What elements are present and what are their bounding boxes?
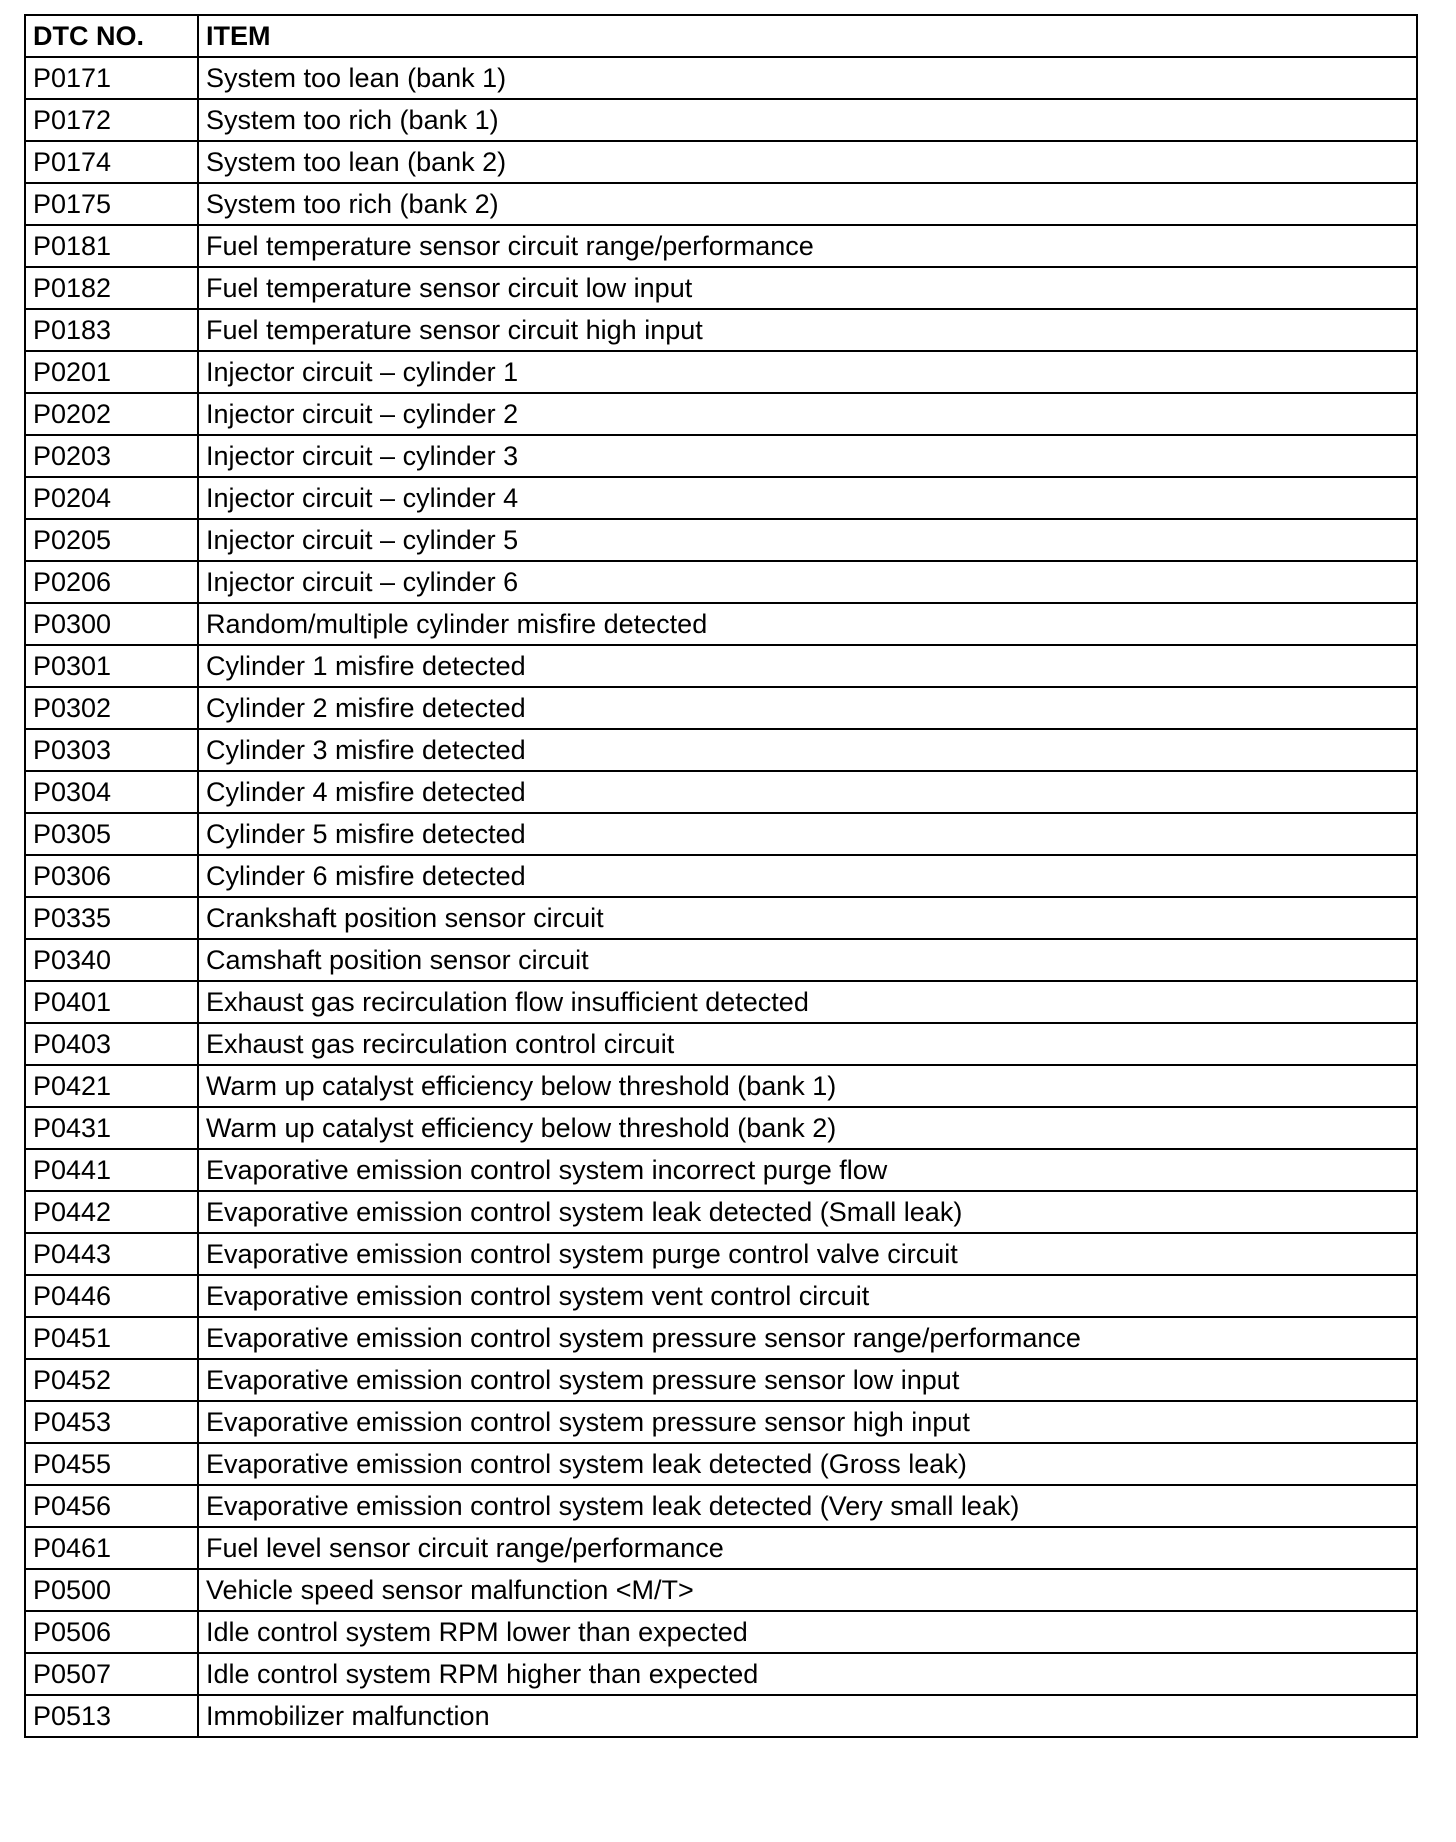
table-row — [25, 1485, 1417, 1527]
table-row — [25, 351, 1417, 393]
dtc-code-cell: P0181 — [25, 225, 198, 267]
table-row — [25, 897, 1417, 939]
dtc-code-cell: P0304 — [25, 771, 198, 813]
dtc-code-cell: P0303 — [25, 729, 198, 771]
dtc-item-cell: Exhaust gas recirculation flow insufficient detected — [198, 981, 1417, 1023]
table-row — [25, 99, 1417, 141]
table-row — [25, 603, 1417, 645]
dtc-code-cell: P0456 — [25, 1485, 198, 1527]
table-row — [25, 1653, 1417, 1695]
dtc-item-cell: Evaporative emission control system leak detected (Very small leak) — [198, 1485, 1417, 1527]
table-row — [25, 1023, 1417, 1065]
dtc-item-cell: Injector circuit – cylinder 6 — [198, 561, 1417, 603]
dtc-code-cell: P0201 — [25, 351, 198, 393]
table-row — [25, 939, 1417, 981]
table-row — [25, 1233, 1417, 1275]
dtc-item-cell: Injector circuit – cylinder 2 — [198, 393, 1417, 435]
dtc-item-cell: Evaporative emission control system pressure sensor high input — [198, 1401, 1417, 1443]
dtc-item-cell: Evaporative emission control system purge control valve circuit — [198, 1233, 1417, 1275]
dtc-item-cell: System too rich (bank 1) — [198, 99, 1417, 141]
dtc-item-cell: Injector circuit – cylinder 1 — [198, 351, 1417, 393]
header-item: ITEM — [198, 15, 1417, 57]
dtc-item-cell: Cylinder 3 misfire detected — [198, 729, 1417, 771]
table-row — [25, 309, 1417, 351]
table-row — [25, 645, 1417, 687]
table-row — [25, 1317, 1417, 1359]
dtc-item-cell: Evaporative emission control system pressure sensor low input — [198, 1359, 1417, 1401]
dtc-item-cell: Idle control system RPM higher than expected — [198, 1653, 1417, 1695]
dtc-code-cell: P0421 — [25, 1065, 198, 1107]
dtc-item-cell: Injector circuit – cylinder 4 — [198, 477, 1417, 519]
dtc-code-cell: P0441 — [25, 1149, 198, 1191]
dtc-item-cell: Vehicle speed sensor malfunction <M/T> — [198, 1569, 1417, 1611]
table-row — [25, 183, 1417, 225]
dtc-item-cell: Cylinder 1 misfire detected — [198, 645, 1417, 687]
header-dtc-no: DTC NO. — [25, 15, 198, 57]
table-row — [25, 1359, 1417, 1401]
table-row — [25, 141, 1417, 183]
dtc-item-cell: Cylinder 5 misfire detected — [198, 813, 1417, 855]
table-row — [25, 519, 1417, 561]
dtc-table — [24, 14, 1418, 1738]
table-row — [25, 1695, 1417, 1737]
table-row — [25, 1065, 1417, 1107]
table-header — [25, 15, 1417, 57]
table-row — [25, 393, 1417, 435]
dtc-code-cell: P0206 — [25, 561, 198, 603]
dtc-item-cell: Evaporative emission control system leak detected (Gross leak) — [198, 1443, 1417, 1485]
table-row — [25, 225, 1417, 267]
dtc-code-cell: P0455 — [25, 1443, 198, 1485]
dtc-code-cell: P0300 — [25, 603, 198, 645]
dtc-code-cell: P0204 — [25, 477, 198, 519]
table-row — [25, 1569, 1417, 1611]
table-row — [25, 1149, 1417, 1191]
dtc-item-cell: Fuel level sensor circuit range/performance — [198, 1527, 1417, 1569]
dtc-code-cell: P0452 — [25, 1359, 198, 1401]
dtc-code-cell: P0461 — [25, 1527, 198, 1569]
dtc-code-cell: P0301 — [25, 645, 198, 687]
table-row — [25, 57, 1417, 99]
dtc-code-cell: P0175 — [25, 183, 198, 225]
dtc-code-cell: P0174 — [25, 141, 198, 183]
dtc-code-cell: P0507 — [25, 1653, 198, 1695]
dtc-code-cell: P0442 — [25, 1191, 198, 1233]
dtc-item-cell: Evaporative emission control system leak detected (Small leak) — [198, 1191, 1417, 1233]
dtc-code-cell: P0302 — [25, 687, 198, 729]
dtc-item-cell: Injector circuit – cylinder 5 — [198, 519, 1417, 561]
dtc-code-cell: P0443 — [25, 1233, 198, 1275]
dtc-item-cell: Cylinder 2 misfire detected — [198, 687, 1417, 729]
dtc-code-cell: P0431 — [25, 1107, 198, 1149]
table-body — [25, 57, 1417, 1737]
dtc-item-cell: System too rich (bank 2) — [198, 183, 1417, 225]
dtc-code-cell: P0451 — [25, 1317, 198, 1359]
dtc-code-cell: P0202 — [25, 393, 198, 435]
dtc-item-cell: Cylinder 6 misfire detected — [198, 855, 1417, 897]
table-row — [25, 561, 1417, 603]
dtc-item-cell: Evaporative emission control system vent control circuit — [198, 1275, 1417, 1317]
table-row — [25, 1611, 1417, 1653]
table-row — [25, 1275, 1417, 1317]
dtc-code-cell: P0500 — [25, 1569, 198, 1611]
table-row — [25, 771, 1417, 813]
table-row — [25, 1527, 1417, 1569]
dtc-item-cell: Camshaft position sensor circuit — [198, 939, 1417, 981]
header-row — [25, 15, 1417, 57]
dtc-item-cell: Fuel temperature sensor circuit range/performance — [198, 225, 1417, 267]
dtc-item-cell: Cylinder 4 misfire detected — [198, 771, 1417, 813]
table-row — [25, 1107, 1417, 1149]
dtc-code-cell: P0183 — [25, 309, 198, 351]
dtc-item-cell: Warm up catalyst efficiency below threshold (bank 1) — [198, 1065, 1417, 1107]
dtc-code-cell: P0401 — [25, 981, 198, 1023]
table-row — [25, 477, 1417, 519]
dtc-code-cell: P0453 — [25, 1401, 198, 1443]
dtc-item-cell: Injector circuit – cylinder 3 — [198, 435, 1417, 477]
dtc-item-cell: Immobilizer malfunction — [198, 1695, 1417, 1737]
dtc-item-cell: System too lean (bank 1) — [198, 57, 1417, 99]
dtc-item-cell: System too lean (bank 2) — [198, 141, 1417, 183]
dtc-code-cell: P0306 — [25, 855, 198, 897]
dtc-code-cell: P0205 — [25, 519, 198, 561]
dtc-item-cell: Idle control system RPM lower than expected — [198, 1611, 1417, 1653]
dtc-code-cell: P0171 — [25, 57, 198, 99]
dtc-item-cell: Fuel temperature sensor circuit low input — [198, 267, 1417, 309]
table-row — [25, 981, 1417, 1023]
table-row — [25, 1401, 1417, 1443]
dtc-item-cell: Random/multiple cylinder misfire detected — [198, 603, 1417, 645]
table-row — [25, 267, 1417, 309]
dtc-code-cell: P0203 — [25, 435, 198, 477]
dtc-code-cell: P0335 — [25, 897, 198, 939]
table-row — [25, 1191, 1417, 1233]
dtc-code-cell: P0506 — [25, 1611, 198, 1653]
dtc-code-cell: P0513 — [25, 1695, 198, 1737]
dtc-code-cell: P0403 — [25, 1023, 198, 1065]
dtc-item-cell: Evaporative emission control system pressure sensor range/performance — [198, 1317, 1417, 1359]
table-row — [25, 435, 1417, 477]
dtc-item-cell: Fuel temperature sensor circuit high input — [198, 309, 1417, 351]
dtc-item-cell: Evaporative emission control system incorrect purge flow — [198, 1149, 1417, 1191]
dtc-code-cell: P0182 — [25, 267, 198, 309]
dtc-item-cell: Exhaust gas recirculation control circuit — [198, 1023, 1417, 1065]
dtc-item-cell: Crankshaft position sensor circuit — [198, 897, 1417, 939]
table-row — [25, 729, 1417, 771]
table-row — [25, 813, 1417, 855]
table-row — [25, 687, 1417, 729]
dtc-item-cell: Warm up catalyst efficiency below threshold (bank 2) — [198, 1107, 1417, 1149]
dtc-code-cell: P0340 — [25, 939, 198, 981]
table-row — [25, 855, 1417, 897]
dtc-code-cell: P0305 — [25, 813, 198, 855]
dtc-code-cell: P0172 — [25, 99, 198, 141]
table-row — [25, 1443, 1417, 1485]
dtc-code-cell: P0446 — [25, 1275, 198, 1317]
